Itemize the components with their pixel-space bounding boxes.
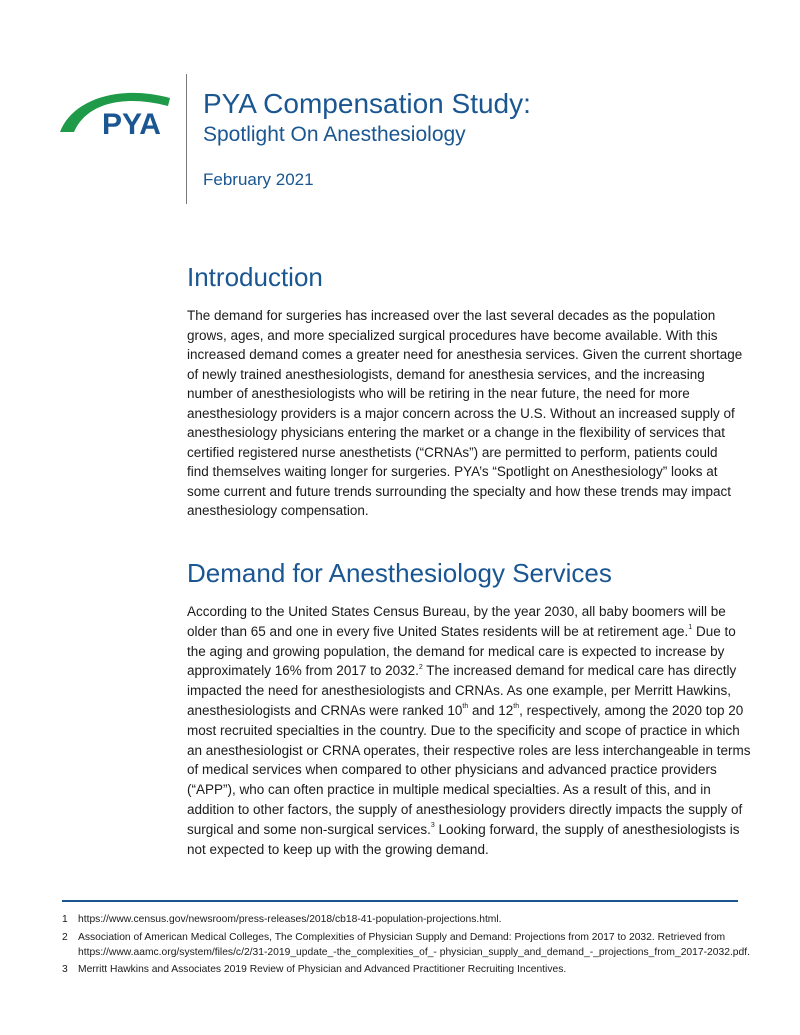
footnote-ref[interactable]: 3 <box>430 822 435 830</box>
intro-paragraph <box>187 306 747 521</box>
intro-line: anesthesiology providers is a major concern across the U.S. Without an increased supply of <box>187 405 735 421</box>
footnote-number: 3 <box>62 964 68 975</box>
footnote-link[interactable]: https://www.aamc.org/system/files/c/2/31-2019_update_-the_complexities_of_- physician_supply_and_demand_-_projections_from_2017-2032.pdf. <box>78 947 750 958</box>
intro-line: increased demand comes a greater need for anesthesia services. Given the current shortage <box>187 347 743 362</box>
demand-line: surgical and some non-surgical services.$^3$ Looking forward, the supply of anesthesiologists is <box>187 821 740 837</box>
demand-line: According to the United States Census Bureau, by the year 2030, all baby boomers will be <box>187 604 726 619</box>
demand-heading: Demand for Anesthesiology Services <box>187 558 612 588</box>
demand-line: (“APP”), who can often practice in multiple medical specialties. As a result of this, and in <box>187 782 711 798</box>
demand-line: most recruited specialties in the country. Due to the specificity and scope of practice in which <box>187 722 740 738</box>
demand-paragraph <box>187 602 751 859</box>
intro-line: of newly trained anesthesiologists, demand for anesthesia services, and the increasing <box>187 366 705 382</box>
intro-line: grows, ages, and more specialized surgical procedures have become available. With this <box>187 327 718 343</box>
demand-line: an anesthesiologist or CRNA operates, their respective roles are less interchangeable in terms <box>187 742 751 758</box>
demand-line: addition to other factors, the supply of anesthesiology providers directly impacts the supply of <box>187 801 743 817</box>
demand-line: anesthesiologists and CRNAs were ranked 10th and 12th, respectively, among the 2020 top 20 <box>187 702 744 718</box>
demand-line: of medical services when compared to other physicians and advanced practice providers <box>187 762 717 778</box>
publication-date: February 2021 <box>203 170 314 189</box>
footnote-text: Merritt Hawkins and Associates 2019 Review of Physician and Advanced Practitioner Recruiting Incentives. <box>78 964 567 975</box>
intro-heading: Introduction <box>187 262 323 292</box>
pya-logo <box>58 86 176 138</box>
intro-line: certified registered nurse anesthetists (“CRNAs”) are permitted to perform, patients could <box>187 444 718 460</box>
demand-line: not expected to keep up with the growing demand. <box>187 841 489 857</box>
footnote-ref[interactable]: 2 <box>418 663 423 671</box>
footnote-divider <box>62 900 738 902</box>
demand-line: the aging and growing population, the demand for medical care is expected to increase by <box>187 643 725 659</box>
intro-line: anesthesiology physicians entering the market or a change in the flexibility of services that <box>187 425 726 440</box>
intro-line: some current and future trends surrounding the specialty and how these trends may impact <box>187 483 732 499</box>
intro-line: number of anesthesiologists who will be retiring in the near future, the need for more <box>187 386 690 401</box>
footnote-link[interactable]: https://www.census.gov/newsroom/press-releases/2018/cb18-41-population-projections.html. <box>78 914 502 925</box>
footnote-text: Association of American Medical Colleges, The Complexities of Physician Supply and Demand: Projections from 2017 to 2032. Retrieved from <box>78 932 726 943</box>
footnote-number: 1 <box>62 914 68 925</box>
demand-line: approximately 16% from 2017 to 2032.$^2$ The increased demand for medical care has directly <box>187 663 737 679</box>
header-divider <box>186 74 187 204</box>
intro-line: The demand for surgeries has increased over the last several decades as the population <box>187 308 716 323</box>
intro-line: anesthesiology compensation. <box>187 503 369 518</box>
demand-line: impacted the need for anesthesiologists and CRNAs. As one example, per Merritt Hawkins, <box>187 683 732 699</box>
page-subtitle: Spotlight On Anesthesiology <box>203 123 466 146</box>
logo-text: PYA <box>102 108 161 138</box>
demand-line: older than 65 and one in every five United States residents will be at retirement age.$^1$ Due to <box>187 623 736 639</box>
footnote-ref[interactable]: 1 <box>688 624 693 632</box>
intro-line: find themselves waiting longer for surgeries. PYA’s “Spotlight on Anesthesiology” looks at <box>187 464 718 479</box>
footnote-number: 2 <box>62 932 68 943</box>
page-title: PYA Compensation Study: <box>203 88 531 119</box>
